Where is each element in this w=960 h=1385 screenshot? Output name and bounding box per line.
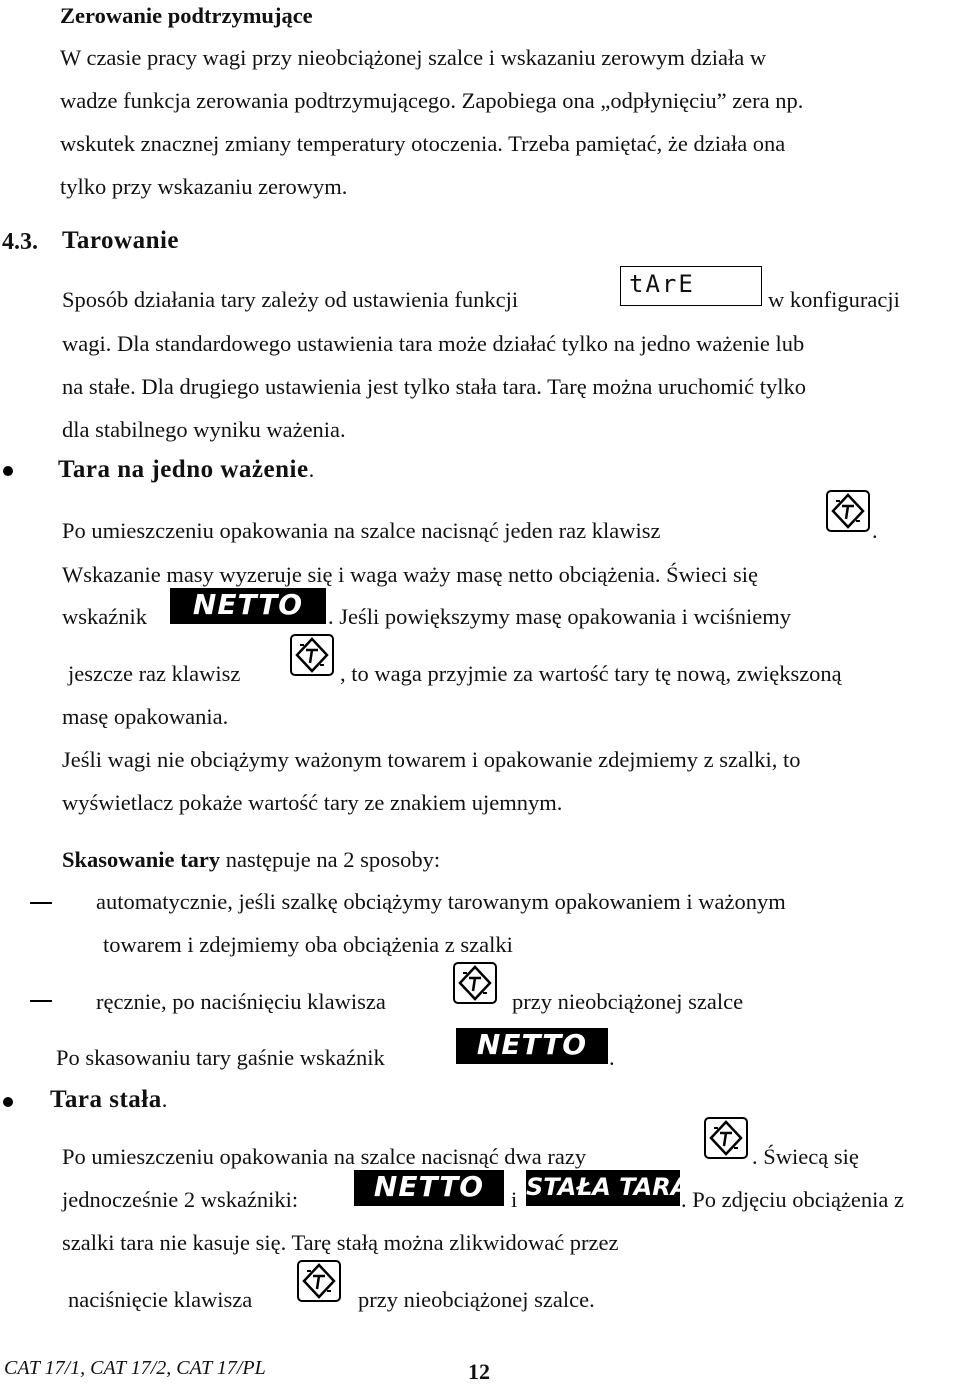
paragraph-line: jeszcze raz klawisz [68,661,241,686]
paragraph-line: wskaźnik [62,604,147,629]
footer-models: CAT 17/1, CAT 17/2, CAT 17/PL [4,1357,266,1379]
tare-lcd-display: tArE [620,266,762,306]
paragraph-line: i [511,1187,518,1212]
tare-key-icon [290,634,334,676]
bullet-icon [3,466,13,476]
clear-tare-intro: Skasowanie tary następuje na 2 sposoby: [62,847,441,872]
tare-key-icon [704,1117,748,1159]
subsection-heading-one-weigh: Tara na jedno ważenie. [58,456,315,483]
netto-indicator: NETTO [354,1170,504,1206]
paragraph-line: , to waga przyjmie za wartość tary tę nową, zwiększoną [340,661,842,686]
paragraph-line: W czasie pracy wagi przy nieobciążonej szalce i wskazaniu zerowym działa w [60,45,767,70]
paragraph-line: na stałe. Dla drugiego ustawienia jest tylko stała tara. Tarę można uruchomić tylko [62,374,807,399]
paragraph-line: jednocześnie 2 wskaźniki: [62,1187,299,1212]
paragraph-line: naciśnięcie klawisza [68,1287,253,1312]
paragraph-line: . Jeśli powiększymy masę opakowania i wciśniemy [328,604,792,629]
netto-indicator: NETTO [170,588,326,624]
tare-key-icon [297,1260,341,1302]
paragraph-line: Po umieszczeniu opakowania na szalce nacisnąć dwa razy [62,1144,587,1169]
paragraph-line: wadze funkcja zerowania podtrzymującego. Zapobiega ona „odpłynięciu” zera np. [60,88,804,113]
list-item: automatycznie, jeśli szalkę obciążymy tarowanym opakowaniem i ważonym [96,889,786,914]
paragraph-line: wagi. Dla standardowego ustawienia tara może działać tylko na jedno ważenie lub [62,331,805,356]
list-item: przy nieobciążonej szalce [512,989,744,1014]
bullet-icon [3,1097,13,1107]
paragraph-line: . [609,1045,615,1070]
dash-icon [30,902,52,904]
paragraph-line: w konfiguracji [768,287,900,312]
paragraph-line: Po skasowaniu tary gaśnie wskaźnik [56,1045,385,1070]
section-title: Tarowanie [62,227,180,254]
paragraph-line: Wskazanie masy wyzeruje się i waga waży masę netto obciążenia. Świeci się [62,562,758,587]
paragraph-line: . Świecą się [752,1144,859,1169]
paragraph-line: tylko przy wskazaniu zerowym. [60,174,348,199]
paragraph-line: dla stabilnego wyniku ważenia. [62,417,346,442]
subsection-heading-fixed: Tara stała. [50,1086,168,1113]
stala-tara-indicator: STAŁA TARA [526,1170,680,1206]
dash-icon [30,1000,52,1002]
paragraph-line: wskutek znacznej zmiany temperatury otoczenia. Trzeba pamiętać, że działa ona [60,131,786,156]
section-heading-zero: Zerowanie podtrzymujące [60,3,313,28]
paragraph-line: masę opakowania. [62,704,229,729]
tare-key-icon [826,490,870,532]
paragraph-line: Po umieszczeniu opakowania na szalce nacisnąć jeden raz klawisz [62,518,661,543]
paragraph-line: Jeśli wagi nie obciążymy ważonym towarem i opakowanie zdejmiemy z szalki, to [62,747,801,772]
paragraph-line: . Po zdjęciu obciążenia z [681,1187,905,1212]
list-item: towarem i zdejmiemy oba obciążenia z szalki [103,932,513,957]
section-number: 4.3. [2,229,38,255]
page-number: 12 [468,1359,490,1384]
paragraph-line: . [872,518,878,543]
tare-key-icon [453,962,497,1004]
netto-indicator: NETTO [456,1028,608,1064]
paragraph-line: szalki tara nie kasuje się. Tarę stałą można zlikwidować przez [62,1230,619,1255]
paragraph-line: przy nieobciążonej szalce. [358,1287,595,1312]
list-item: ręcznie, po naciśnięciu klawisza [96,989,386,1014]
paragraph-line: wyświetlacz pokaże wartość tary ze znakiem ujemnym. [62,790,563,815]
paragraph-line: Sposób działania tary zależy od ustawienia funkcji [62,287,519,312]
